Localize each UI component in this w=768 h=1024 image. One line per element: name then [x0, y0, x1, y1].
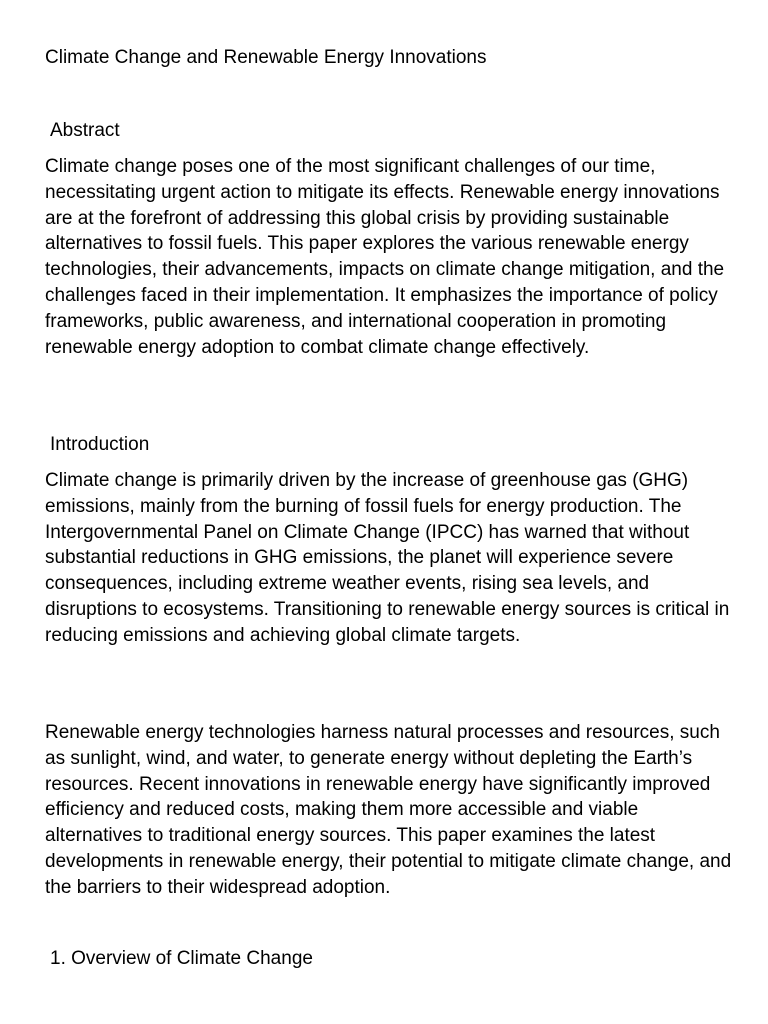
- abstract-heading: Abstract: [50, 120, 120, 141]
- introduction-heading: Introduction: [50, 434, 150, 455]
- introduction-paragraph-2: Renewable energy technologies harness natural processes and resources, such as sunlight, wind, and water, to generate energy without depleting the Earth’s resources. Recent innovations in renewable energy have significantly improved efficiency and reduced costs, making them more accessible and viable alternatives to traditional energy sources. This paper examines the latest developments in renewable energy, their potential to mitigate climate change, and the barriers to their widespread adoption.: [45, 722, 732, 898]
- introduction-paragraph-1: Climate change is primarily driven by the increase of greenhouse gas (GHG) emissions, mainly from the burning of fossil fuels for energy production. The Intergovernmental Panel on Climate Change (IPCC) has warned that without substantial reductions in GHG emissions, the planet will experience severe consequences, including extreme weather events, rising sea levels, and disruptions to ecosystems. Transitioning to renewable energy sources is critical in reducing emissions and achieving global climate targets.: [45, 470, 730, 646]
- abstract-paragraph: Climate change poses one of the most significant challenges of our time, necessitating urgent action to mitigate its effects. Renewable energy innovations are at the forefront of addressing this global crisis by providing sustainable alternatives to fossil fuels. This paper explores the various renewable energy technologies, their advancements, impacts on climate change mitigation, and the challenges faced in their implementation. It emphasizes the importance of policy frameworks, public awareness, and international cooperation in promoting renewable energy adoption to combat climate change effectively.: [45, 156, 725, 358]
- document-title: Climate Change and Renewable Energy Innovations: [45, 47, 487, 68]
- overview-heading: 1. Overview of Climate Change: [50, 948, 313, 969]
